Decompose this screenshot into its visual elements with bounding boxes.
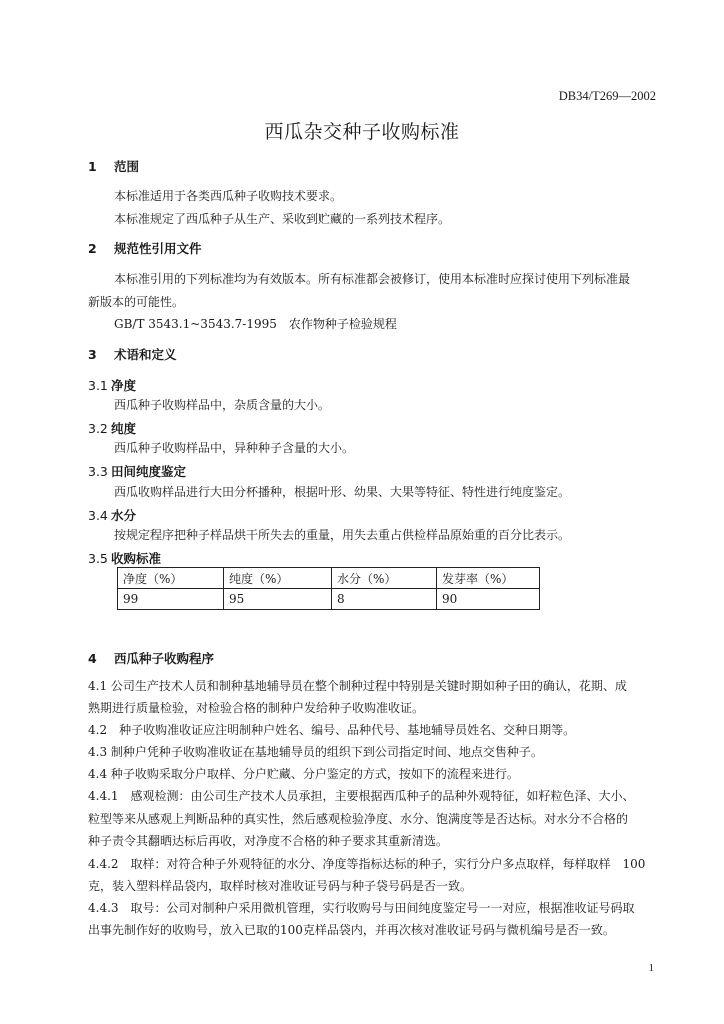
table-cell: 8 [332,589,437,610]
table-cell: 99 [118,589,224,610]
normative-paragraph-line-1: 本标准引用的下列标准均为有效版本。所有标准都会被修订，使用本标准时应探讨使用下列标准最 [114,272,631,286]
document-title: 西瓜杂交种子收购标准 [264,121,460,143]
section-1-heading [88,157,139,175]
term: 净度 [111,378,137,393]
clause-4-4-1-line-2: 粒型等来从感观上判断品种的真实性，然后感观检验净度、水分、饱满度等是否达标。对水分不合格的 [88,812,629,826]
scope-paragraph-2: 本标准规定了西瓜种子从生产、采收到贮藏的一系列技术程序。 [114,212,451,226]
table-header-cell: 纯度（%） [224,568,332,589]
term: 收购标准 [111,551,162,566]
subsection-number: 3.2 [88,421,108,436]
clause-4-4-1-line-3: 种子责令其翻晒达标后再收，对净度不合格的种子要求其重新清选。 [88,834,449,848]
clause-4-1-line-2: 熟期进行质量检验，对检验合格的制种户发给种子收购准收证。 [88,701,425,715]
definition-3-2-text: 西瓜种子收购样品中，异种种子含量的大小。 [114,441,355,455]
definition-3-1-heading [88,376,136,394]
section-title: 术语和定义 [114,347,177,362]
definition-3-4-heading [88,506,136,524]
normative-reference: GB/T 3543.1~3543.7-1995 农作物种子检验规程 [114,317,397,331]
section-2-heading [88,239,202,257]
table-header-cell: 发芽率（%） [437,568,540,589]
section-number: 4 [88,651,97,666]
clause-4-2: 4.2 种子收购准收证应注明制种户姓名、编号、品种代号、基地辅导员姓名、交种日期等。 [88,723,576,737]
section-number: 2 [88,241,97,256]
section-title: 规范性引用文件 [114,241,202,256]
scope-paragraph-1: 本标准适用于各类西瓜种子收购技术要求。 [114,189,343,203]
section-number: 1 [88,159,97,174]
definition-3-3-heading [88,462,186,480]
definition-3-2-heading [88,419,136,437]
clause-4-4: 4.4 种子收购采取分户取样、分户贮藏、分户鉴定的方式，按如下的流程来进行。 [88,767,519,781]
subsection-number: 3.4 [88,508,108,523]
table-cell: 95 [224,589,332,610]
definition-3-3-text: 西瓜收购样品进行大田分杯播种，根据叶形、幼果、大果等特征、特性进行纯度鉴定。 [114,485,571,499]
purchase-standard-table [117,567,540,610]
table-row [118,589,540,610]
definition-3-5-heading [88,549,161,567]
section-4-heading [88,649,214,667]
clause-4-4-2-line-2: 克，装入塑料样品袋内，取样时核对准收证号码与种子袋号码是否一致。 [88,879,473,893]
standard-code: DB34/T269—2002 [558,89,656,103]
subsection-number: 3.5 [88,551,108,566]
definition-3-1-text: 西瓜种子收购样品中，杂质含量的大小。 [114,398,331,412]
subsection-number: 3.3 [88,464,108,479]
clause-4-1-line-1: 4.1 公司生产技术人员和制种基地辅导员在整个制种过程中特别是关键时期如种子田的确认，花期、成 [88,679,627,693]
section-3-heading [88,345,177,363]
term: 水分 [111,508,137,523]
clause-4-4-1-line-1: 4.4.1 感观检测：由公司生产技术人员承担，主要根据西瓜种子的品种外观特征，如籽粒色泽、大小、 [88,789,635,803]
section-title: 西瓜种子收购程序 [114,651,215,666]
clause-4-3: 4.3 制种户凭种子收购准收证在基地辅导员的组织下到公司指定时间、地点交售种子。 [88,745,543,759]
clause-4-4-3-line-2: 出事先制作好的收购号，放入已取的100克样品袋内，并再次核对准收证号码与微机编号是否一致。 [88,923,615,937]
term: 纯度 [111,421,137,436]
term: 田间纯度鉴定 [111,464,187,479]
clause-4-4-3-line-1: 4.4.3 取号：公司对制种户采用微机管理，实行收购号与田间纯度鉴定号一一对应，根据准收证号码取 [88,901,635,915]
clause-4-4-2-line-1: 4.4.2 取样：对符合种子外观特征的水分、净度等指标达标的种子，实行分户多点取样，每样取样 100 [88,857,646,871]
section-number: 3 [88,347,97,362]
page-number: 1 [648,962,654,974]
table-header-cell: 水分（%） [332,568,437,589]
definition-3-4-text: 按规定程序把种子样品烘干所失去的重量，用失去重占供检样品原始重的百分比表示。 [114,528,571,542]
section-title: 范围 [114,159,140,174]
normative-paragraph-line-2: 新版本的可能性。 [88,295,185,309]
table-cell: 90 [437,589,540,610]
table-header-cell: 净度（%） [118,568,224,589]
table-header-row [118,568,540,589]
subsection-number: 3.1 [88,378,108,393]
